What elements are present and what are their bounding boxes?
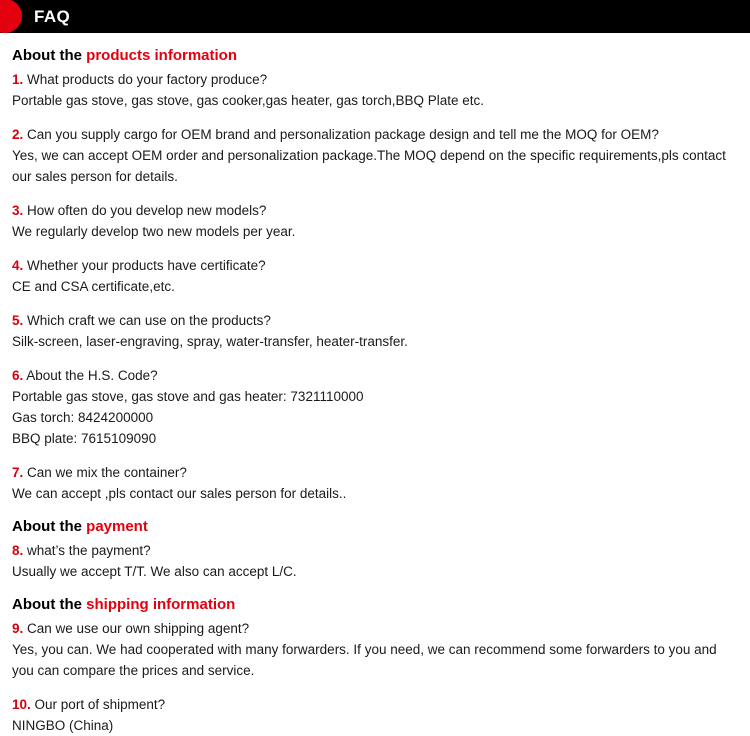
faq-question-text: Whether your products have certificate?: [27, 258, 266, 273]
faq-answer: Yes, we can accept OEM order and personalization package.The MOQ depend on the specific requirements,pls contact our sales person for details.: [12, 148, 726, 184]
section-heading-accent: payment: [86, 518, 148, 535]
faq-question-text: Can we mix the container?: [27, 465, 187, 480]
section-heading: [12, 517, 738, 536]
section-heading-prefix: About the: [12, 596, 87, 613]
faq-question-number: 4.: [12, 258, 24, 273]
faq-item: [12, 310, 738, 352]
faq-item: [12, 365, 738, 449]
faq-question-number: 1.: [12, 72, 24, 87]
faq-question: [12, 540, 738, 561]
faq-question: [12, 124, 738, 145]
faq-answer: BBQ plate: 7615109090: [12, 431, 157, 446]
faq-question: [12, 618, 738, 639]
faq-question-text: Which craft we can use on the products?: [27, 313, 271, 328]
faq-question-text: What products do your factory produce?: [27, 72, 268, 87]
faq-question-number: 5.: [12, 313, 24, 328]
faq-answer: We regularly develop two new models per year.: [12, 224, 296, 239]
section-heading: [12, 46, 738, 65]
faq-answer: Yes, you can. We had cooperated with many forwarders. If you need, we can recommend some forwarders to you and you can compare the prices and service.: [12, 642, 717, 678]
faq-answer: Portable gas stove, gas stove and gas heater: 7321110000: [12, 389, 364, 404]
faq-question-number: 10.: [12, 697, 31, 712]
page-title: FAQ: [34, 7, 71, 26]
faq-question-text: Can we use our own shipping agent?: [27, 621, 250, 636]
faq-question: [12, 200, 738, 221]
faq-question: [12, 365, 738, 386]
faq-item: [12, 200, 738, 242]
faq-content: [0, 46, 750, 736]
faq-question-text: About the H.S. Code?: [26, 368, 158, 383]
faq-question-text: Our port of shipment?: [34, 697, 166, 712]
faq-question: [12, 310, 738, 331]
faq-answer: CE and CSA certificate,etc.: [12, 279, 175, 294]
faq-item: [12, 69, 738, 111]
faq-item: [12, 694, 738, 736]
section-heading-prefix: About the: [12, 518, 87, 535]
faq-answer: Gas torch: 8424200000: [12, 410, 154, 425]
faq-item: [12, 540, 738, 582]
faq-answer: Portable gas stove, gas stove, gas cooker,gas heater, gas torch,BBQ Plate etc.: [12, 93, 485, 108]
section-heading-accent: products information: [86, 47, 237, 64]
faq-question-text: what’s the payment?: [27, 543, 151, 558]
faq-item: [12, 462, 738, 504]
faq-answer: NINGBO (China): [12, 718, 114, 733]
faq-question-number: 8.: [12, 543, 24, 558]
faq-question-text: How often do you develop new models?: [27, 203, 267, 218]
faq-item: [12, 255, 738, 297]
section-heading-accent: shipping information: [86, 596, 236, 613]
faq-question: [12, 462, 738, 483]
faq-question: [12, 255, 738, 276]
faq-question-number: 9.: [12, 621, 24, 636]
faq-item: [12, 124, 738, 187]
faq-question-number: 6.: [12, 368, 24, 383]
section-heading-prefix: About the: [12, 47, 87, 64]
faq-question-number: 2.: [12, 127, 24, 142]
faq-question-number: 3.: [12, 203, 24, 218]
faq-item: [12, 618, 738, 681]
faq-question-text: Can you supply cargo for OEM brand and personalization package design and tell me the MOQ for OEM?: [27, 127, 659, 142]
section-heading: [12, 595, 738, 614]
faq-answer: We can accept ,pls contact our sales person for details..: [12, 486, 347, 501]
faq-question: [12, 69, 738, 90]
faq-answer: Usually we accept T/T. We also can accept L/C.: [12, 564, 297, 579]
faq-question: [12, 694, 738, 715]
faq-header-bar: [0, 0, 750, 33]
faq-question-number: 7.: [12, 465, 24, 480]
faq-answer: Silk-screen, laser-engraving, spray, water-transfer, heater-transfer.: [12, 334, 408, 349]
red-circle-icon: [0, 0, 22, 33]
